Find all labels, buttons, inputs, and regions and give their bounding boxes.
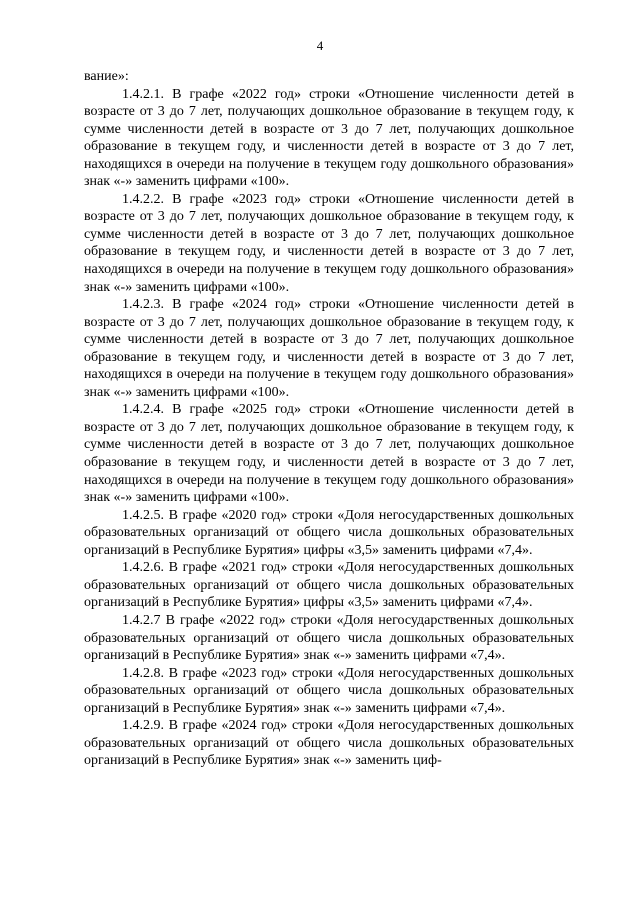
paragraph: 1.4.2.8. В графе «2023 год» строки «Доля негосударственных дошкольных образовательных организаций от общего числа дошкольных образовательных организаций в Республике Бурятия» знак «-» заменить цифрами «7,4». <box>84 665 574 716</box>
page-number: 4 <box>316 38 324 53</box>
paragraph: 1.4.2.5. В графе «2020 год» строки «Доля негосударственных дошкольных образовательных организаций от общего числа дошкольных образовательных организаций в Республике Бурятия» цифры «3,5» заменить цифрами «7,4». <box>84 507 574 558</box>
paragraph: 1.4.2.4. В графе «2025 год» строки «Отношение численности детей в возрасте от 3 до 7 лет, получающих дошкольное образование в текущем году, к сумме численности детей в возрасте от 3 до 7 лет, получающих дошкольное образование в текущем году, и численности детей в возрасте от 3 до 7 лет, находящихся в очереди на получение в текущем году дошкольного образования» знак «-» заменить цифрами «100». <box>84 402 574 506</box>
paragraph: 1.4.2.9. В графе «2024 год» строки «Доля негосударственных дошкольных образовательных организаций от общего числа дошкольных образовательных организаций в Республике Бурятия» знак «-» заменить циф- <box>84 718 574 769</box>
paragraph: 1.4.2.1. В графе «2022 год» строки «Отношение численности детей в возрасте от 3 до 7 лет, получающих дошкольное образование в текущем году, к сумме численности детей в возрасте от 3 до 7 лет, получающих дошкольное образование в текущем году, и численности детей в возрасте от 3 до 7 лет, находящихся в очереди на получение в текущем году дошкольного образования» знак «-» заменить цифрами «100». <box>84 86 574 190</box>
paragraph: вание»: <box>84 69 129 84</box>
paragraph: 1.4.2.7 В графе «2022 год» строки «Доля негосударственных дошкольных образовательных организаций от общего числа дошкольных образовательных организаций в Республике Бурятия» знак «-» заменить цифрами «7,4». <box>84 612 574 664</box>
paragraph: 1.4.2.2. В графе «2023 год» строки «Отношение численности детей в возрасте от 3 до 7 лет, получающих дошкольное образование в текущем году, к сумме численности детей в возрасте от 3 до 7 лет, получающих дошкольное образование в текущем году, и численности детей в возрасте от 3 до 7 лет, находящихся в очереди на получение в текущем году дошкольного образования» знак «-» заменить цифрами «100». <box>84 191 574 295</box>
document-body <box>84 68 574 770</box>
paragraph: 1.4.2.3. В графе «2024 год» строки «Отношение численности детей в возрасте от 3 до 7 лет, получающих дошкольное образование в текущем году, к сумме численности детей в возрасте от 3 до 7 лет, получающих дошкольное образование в текущем году, и численности детей в возрасте от 3 до 7 лет, находящихся в очереди на получение в текущем году дошкольного образования» знак «-» заменить цифрами «100». <box>84 297 574 400</box>
paragraph: 1.4.2.6. В графе «2021 год» строки «Доля негосударственных дошкольных образовательных организаций от общего числа дошкольных образовательных организаций в Республике Бурятия» цифры «3,5» заменить цифрами «7,4». <box>84 560 574 611</box>
